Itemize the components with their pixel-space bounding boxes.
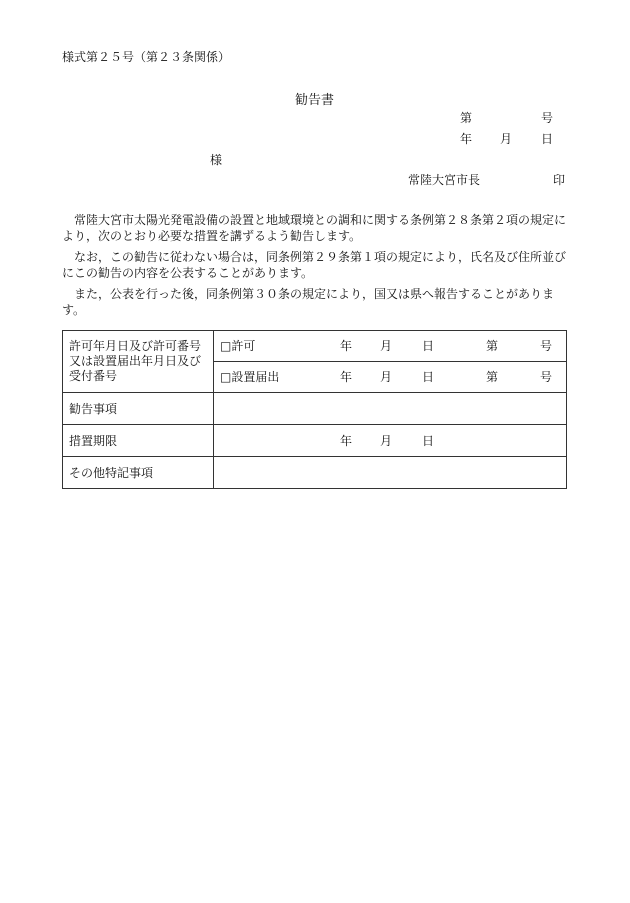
recommendation-table [62,330,567,489]
paragraph-1: 常陸大宮市太陽光発電設備の設置と地域環境との調和に関する条例第２８条第２項の規定により，次のとおり必要な措置を講ずるよう勧告します。 [62,213,567,243]
date-year: 年 [460,132,473,146]
notification-row: □設置届出 年 月 日 第 号 [214,362,567,393]
other-notes-value [214,457,567,489]
deadline-value: 年 月 日 [214,425,567,457]
doc-number-suffix: 号 [541,111,554,125]
permit-row: □許可 年 月 日 第 号 [214,331,567,362]
recommendation-items-value [214,393,567,425]
other-notes-label: その他特記事項 [63,457,214,489]
paragraph-3: また，公表を行った後，同条例第３０条の規定により，国又は県へ報告することがあります。 [62,287,555,317]
date-day: 日 [541,132,554,146]
doc-number-prefix: 第 [460,111,473,125]
permit-checkbox-label[interactable]: □許可 [220,339,256,353]
document-title: 勧告書 [295,93,335,108]
seal-mark: 印 [553,173,566,187]
form-id: 様式第２５号（第２３条関係） [62,50,231,64]
notification-checkbox-label[interactable]: □設置届出 [220,370,280,384]
issuer-name: 常陸大宮市長 [408,173,481,187]
date-month: 月 [500,132,513,146]
recipient-suffix: 様 [210,153,223,167]
deadline-label: 措置期限 [63,425,214,457]
recommendation-items-label: 勧告事項 [63,393,214,425]
permit-date-label: 許可年月日及び許可番号又は設置届出年月日及び受付番号 [63,331,214,393]
paragraph-2: なお，この勧告に従わない場合は，同条例第２９条第１項の規定により，氏名及び住所並びにこの勧告の内容を公表することがあります。 [62,250,567,280]
